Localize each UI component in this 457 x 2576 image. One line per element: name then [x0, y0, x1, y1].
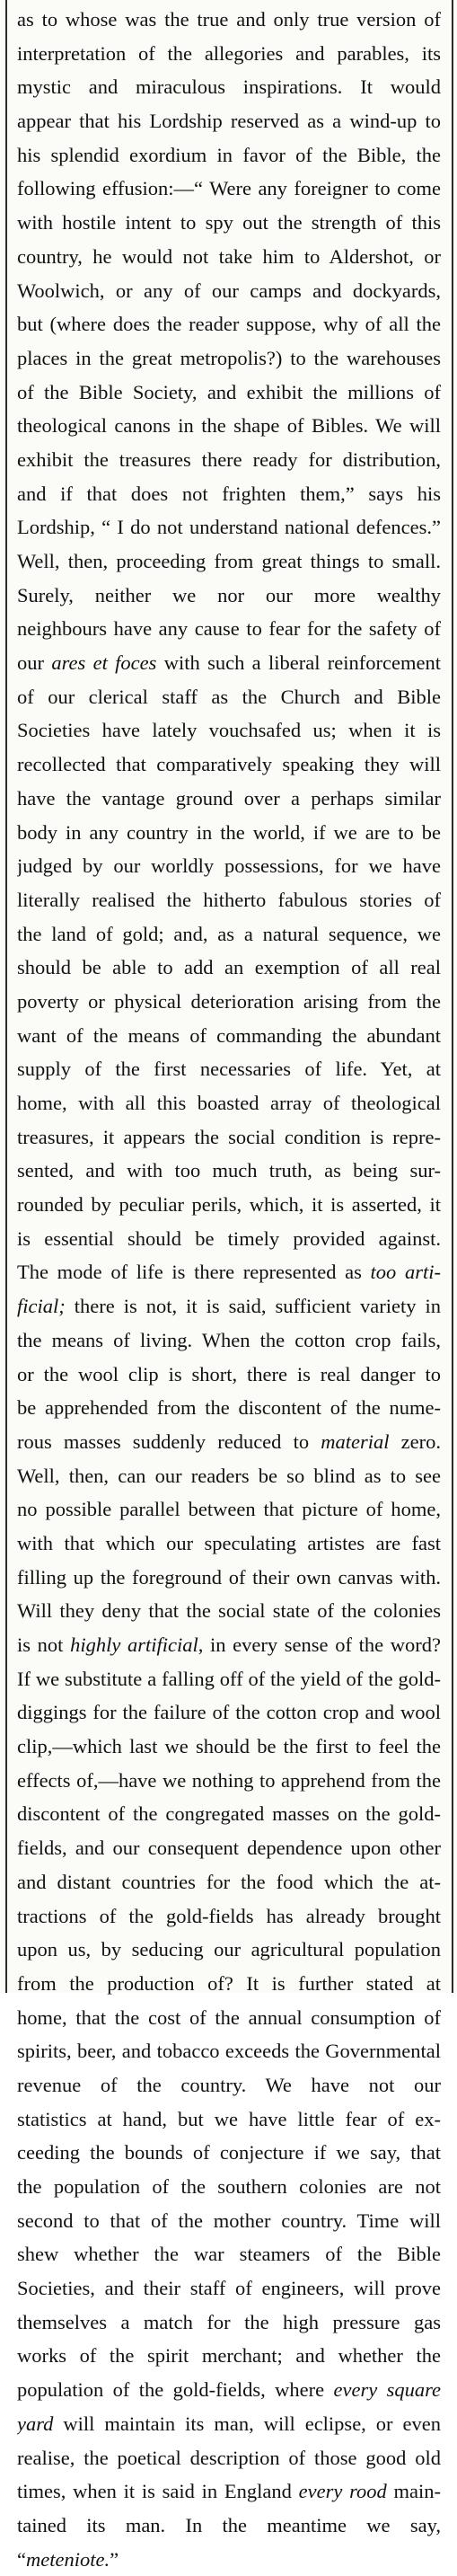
text-line	[17, 2441, 441, 2475]
text-run: of our clerical staff as the Church and Bible	[17, 685, 441, 708]
text-run: exhibit the treasures there ready for distribution,	[17, 447, 441, 471]
text-run: revenue of the country. We have not our	[17, 2073, 441, 2096]
text-run: no possible parallel between that picture of home,	[17, 1498, 441, 1521]
text-run: home, with all this boasted array of theological	[17, 1092, 441, 1114]
text-line	[17, 240, 441, 274]
text-run: rounded by peculiar perils, which, it is asserted, it	[17, 1193, 441, 1217]
text-run: mystic and miraculous inspirations. It would	[17, 75, 441, 99]
text-run: following effusion:—“ Were any foreigner to come	[17, 177, 441, 200]
text-run: Well, then, proceeding from great things to small.	[17, 550, 441, 572]
text-run: ceeding the bounds of conjecture if we say, that	[17, 2141, 441, 2164]
text-line	[17, 477, 441, 511]
text-line	[17, 1695, 441, 1730]
text-line	[17, 680, 441, 714]
text-line	[17, 1255, 441, 1289]
text-run: his splendid exordium in favor of the Bible, the	[17, 143, 441, 166]
text-line	[17, 443, 441, 477]
text-line	[17, 1662, 441, 1696]
text-line	[17, 1764, 441, 1798]
text-line	[17, 544, 441, 579]
text-line	[17, 138, 441, 173]
text-run: as to whose was the true and only true version of	[17, 8, 441, 31]
text-line	[17, 1289, 441, 1323]
text-line	[17, 816, 441, 850]
text-line	[17, 2271, 441, 2306]
text-line	[17, 2509, 441, 2543]
italic-text: highly artificial	[70, 1633, 198, 1656]
text-run: the land of gold; and, as a natural sequence, we	[17, 922, 441, 945]
text-line	[17, 1527, 441, 1561]
text-line	[17, 1222, 441, 1256]
text-line	[17, 1052, 441, 1086]
text-run: zero.	[389, 1430, 441, 1453]
text-line	[17, 1492, 441, 1527]
text-run: , in every sense of the word?	[198, 1633, 441, 1656]
text-line	[17, 2136, 441, 2170]
text-run: realise, the poetical description of those good old	[17, 2446, 441, 2469]
text-run: but (where does the reader suppose, why of all the	[17, 313, 441, 336]
text-run: Societies have lately vouchsafed us; when it is	[17, 719, 441, 742]
text-run: diggings for the failure of the cotton crop and wool	[17, 1701, 441, 1724]
text-run: of the Bible Society, and exhibit the millions of	[17, 380, 441, 403]
text-run: and if that does not frighten them,” says his	[17, 482, 441, 505]
text-run: “	[17, 2547, 26, 2571]
text-run: with such a liberal reinforcement	[156, 651, 441, 675]
text-line	[17, 849, 441, 883]
text-run: clip,—which last we should be the first to feel the	[17, 1735, 441, 1758]
text-line	[17, 104, 441, 138]
text-run: should be able to add an exemption of all real	[17, 956, 441, 979]
text-line	[17, 206, 441, 240]
text-line	[17, 1425, 441, 1459]
text-run: have the vantage ground over a perhaps similar	[17, 786, 441, 810]
text-line	[17, 409, 441, 443]
text-line	[17, 1628, 441, 1662]
text-line	[17, 579, 441, 613]
text-run: fields, and our consequent dependence upon other	[17, 1837, 441, 1860]
text-run: poverty or physical deterioration arising from the	[17, 989, 441, 1013]
text-run: and distant countries for the food which the at-	[17, 1870, 441, 1893]
text-run: body in any country in the world, if we are to be	[17, 820, 441, 844]
text-line	[17, 951, 441, 985]
text-run: tractions of the gold-fields has already brought	[17, 1904, 441, 1927]
text-line	[17, 1933, 441, 1967]
text-run: supply of the first necessaries of life. Yet, at	[17, 1058, 441, 1081]
text-line	[17, 713, 441, 748]
text-run: filling up the foreground of their own canvas with.	[17, 1565, 441, 1589]
text-line	[17, 1391, 441, 1425]
text-run: appear that his Lordship reserved as a wind-up to	[17, 110, 441, 133]
text-run: Lordship, “ I do not understand national defences.”	[17, 516, 441, 539]
column-rule-right	[452, 0, 453, 1993]
text-line	[17, 1459, 441, 1493]
text-line	[17, 376, 441, 410]
text-line	[17, 510, 441, 544]
text-line	[17, 2474, 441, 2509]
text-line	[17, 2204, 441, 2238]
text-run: neighbours have any cause to fear for the safety of	[17, 617, 441, 641]
text-line	[17, 2407, 441, 2441]
italic-text: ares et foces	[51, 651, 157, 675]
text-line	[17, 1323, 441, 1358]
text-run: rous masses suddenly reduced to	[17, 1430, 321, 1453]
text-line	[17, 2373, 441, 2407]
text-line	[17, 883, 441, 917]
text-run: or the wool clip is short, there is real danger to	[17, 1362, 441, 1385]
text-run: home, that the cost of the annual consumption of	[17, 2005, 441, 2029]
text-line	[17, 1594, 441, 1628]
text-line	[17, 2034, 441, 2068]
text-run: recollected that comparatively speaking they will	[17, 753, 441, 776]
text-run: literally realised the hitherto fabulous stories of	[17, 888, 441, 911]
italic-text: every rood	[298, 2480, 387, 2503]
text-run: our	[17, 651, 52, 675]
text-run: country, he would not take him to Aldershot, or	[17, 244, 441, 268]
text-line	[17, 782, 441, 816]
text-run: be apprehended from the discontent of the nume-	[17, 1396, 441, 1420]
text-line	[17, 1797, 441, 1831]
text-line	[17, 1899, 441, 1934]
text-run: The mode of life is there represented as	[17, 1261, 371, 1284]
italic-text: meteniote.	[26, 2547, 110, 2571]
text-line	[17, 748, 441, 782]
text-line	[17, 2306, 441, 2340]
text-run: population of the gold-fields, where	[17, 2378, 334, 2402]
text-run: with that which our speculating artistes are fast	[17, 1531, 441, 1554]
text-run: from the production of? It is further stated at	[17, 1971, 441, 1995]
text-run: second to that of the mother country. Time will	[17, 2209, 441, 2232]
text-run: is essential should be timely provided against.	[17, 1226, 441, 1250]
text-run: spirits, beer, and tobacco exceeds the Governmental	[17, 2040, 441, 2063]
italic-text: every square	[333, 2378, 441, 2402]
text-run: the population of the southern colonies are not	[17, 2175, 441, 2198]
text-run: Surely, neither we nor our more wealthy	[17, 583, 441, 606]
text-line	[17, 2001, 441, 2035]
text-run: Societies, and their staff of engineers, will prove	[17, 2277, 441, 2300]
text-line	[17, 2068, 441, 2102]
text-line	[17, 341, 441, 376]
text-line	[17, 1561, 441, 1595]
text-line	[17, 274, 441, 308]
text-line	[17, 307, 441, 341]
article-column	[17, 3, 441, 2576]
text-run: statistics at hand, but we have little fear of ex-	[17, 2107, 441, 2130]
text-run: shew whether the war steamers of the Bible	[17, 2243, 441, 2266]
text-run: there is not, it is said, sufficient variety in	[65, 1295, 441, 1318]
text-run: with hostile intent to spy out the strength of this	[17, 211, 441, 235]
text-run: sented, and with too much truth, as being sur-	[17, 1159, 441, 1182]
text-line	[17, 1831, 441, 1865]
text-line	[17, 646, 441, 680]
text-run: times, when it is said in England	[17, 2480, 299, 2503]
text-line	[17, 70, 441, 104]
text-run: want of the means of commanding the abundant	[17, 1023, 441, 1047]
text-run: themselves a match for the high pressure gas	[17, 2310, 441, 2333]
text-line	[17, 985, 441, 1019]
text-line	[17, 1188, 441, 1222]
italic-text: yard	[17, 2412, 54, 2435]
text-line	[17, 1358, 441, 1392]
text-line	[17, 2102, 441, 2137]
italic-text: ficial;	[17, 1295, 66, 1318]
text-run: Well, then, can our readers be so blind as to see	[17, 1464, 441, 1487]
text-line	[17, 37, 441, 71]
text-line	[17, 917, 441, 952]
text-run: works of the spirit merchant; and whether the	[17, 2344, 441, 2368]
column-rule-left	[5, 0, 7, 1993]
text-run: Woolwich, or any of our camps and dockyards,	[17, 279, 441, 302]
text-line	[17, 1154, 441, 1188]
text-run: the means of living. When the cotton crop fails,	[17, 1328, 441, 1351]
text-run: tained its man. In the meantime we say,	[17, 2513, 441, 2536]
text-run: upon us, by seducing our agricultural population	[17, 1938, 441, 1961]
italic-text: material	[321, 1430, 390, 1453]
text-run: theological canons in the shape of Bibles. We will	[17, 414, 441, 438]
text-run: places in the great metropolis?) to the warehouses	[17, 346, 441, 369]
text-line	[17, 3, 441, 37]
text-line	[17, 2543, 441, 2576]
text-run: discontent of the congregated masses on the gold-	[17, 1802, 441, 1826]
text-line	[17, 2237, 441, 2271]
text-line	[17, 1865, 441, 1899]
text-line	[17, 1967, 441, 2001]
italic-text: too arti-	[370, 1261, 441, 1284]
text-run: judged by our worldly possessions, for we have	[17, 854, 441, 878]
text-run: If we substitute a falling off of the yield of the gold-	[17, 1667, 441, 1690]
text-run: ”	[110, 2547, 119, 2571]
text-line	[17, 2339, 441, 2373]
text-run: Will they deny that the social state of the colonies	[17, 1599, 441, 1623]
text-line	[17, 1730, 441, 1764]
text-line	[17, 612, 441, 646]
text-line	[17, 1086, 441, 1120]
text-line	[17, 1120, 441, 1155]
text-run: interpretation of the allegories and parables, its	[17, 41, 441, 65]
text-run: main-	[386, 2480, 441, 2503]
text-run: treasures, it appears the social condition is repre-	[17, 1125, 441, 1148]
text-line	[17, 2170, 441, 2204]
text-run: will maintain its man, will eclipse, or even	[53, 2412, 441, 2435]
text-run: effects of,—have we nothing to apprehend from the	[17, 1768, 441, 1792]
text-line	[17, 172, 441, 206]
text-line	[17, 1019, 441, 1053]
text-run: is not	[17, 1633, 71, 1656]
